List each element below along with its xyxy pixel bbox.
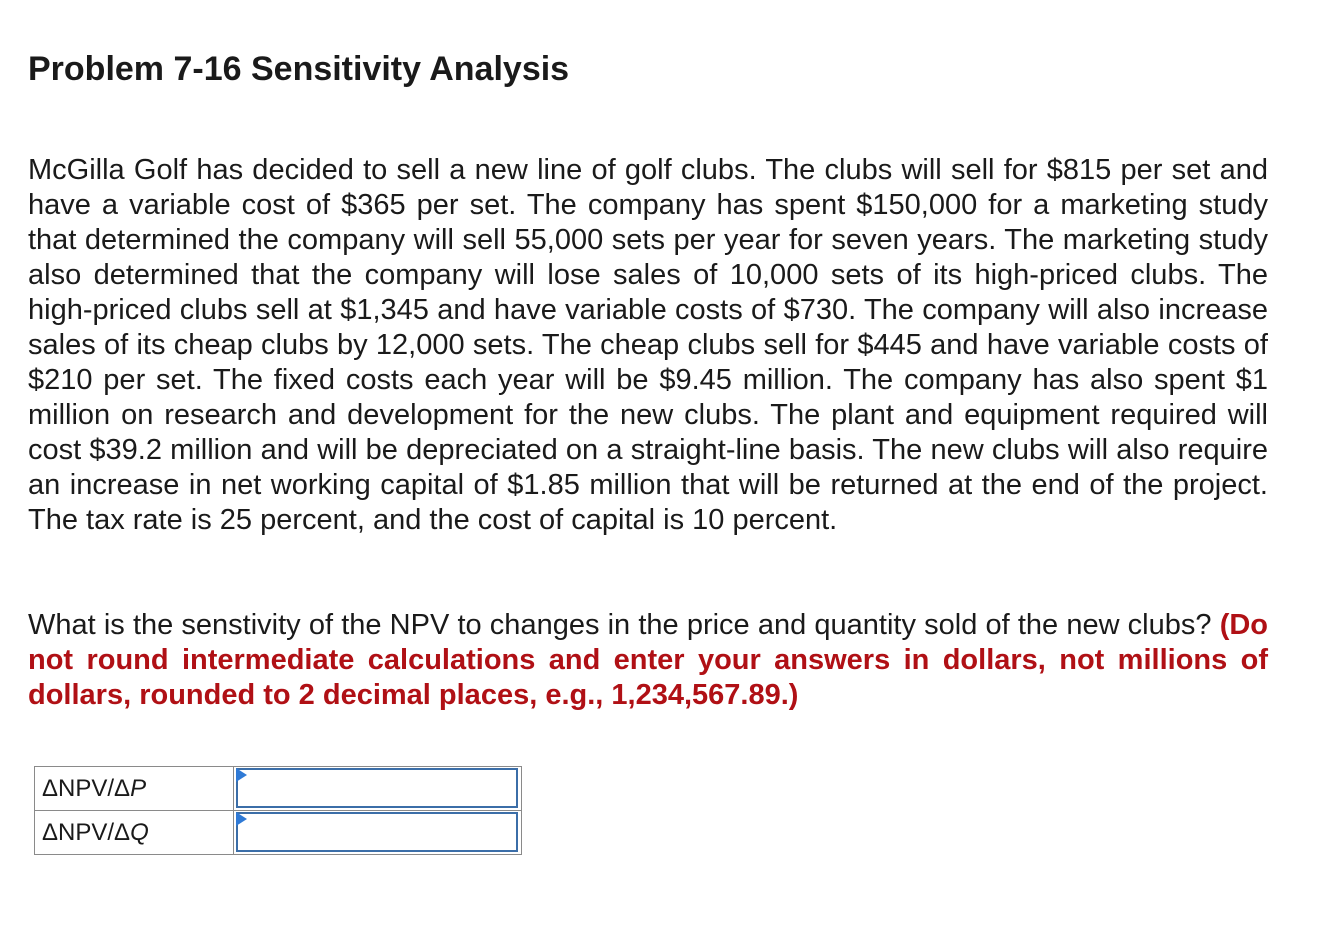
label-variable: Q [130,818,149,846]
label-prefix: ΔNPV/Δ [42,818,131,846]
answer-label-price [35,767,234,811]
answer-table [34,766,522,855]
question-block [28,608,1268,713]
npv-quantity-sensitivity-input[interactable] [236,812,518,852]
answer-cell-quantity [234,811,522,855]
answer-row-price [35,767,522,811]
answer-label-quantity [35,811,234,855]
problem-statement: McGilla Golf has decided to sell a new line of golf clubs. The clubs will sell for $815 per set and have a variable cost of $365 per set. The company has spent $150,000 for a marketing study that determined the company will sell 55,000 sets per year for seven years. The marketing study also determined that the company will lose sales of 10,000 sets of its high-priced clubs. The high-priced clubs sell at $1,345 and have variable costs of $730. The company will also increase sales of its cheap clubs by 12,000 sets. The cheap clubs sell for $445 and have variable costs of $210 per set. The fixed costs each year will be $9.45 million. The company has also spent $1 million on research and development for the new clubs. The plant and equipment required will cost $39.2 million and will be depreciated on a straight-line basis. The new clubs will also require an increase in net working capital of $1.85 million that will be returned at the end of the project. The tax rate is 25 percent, and the cost of capital is 10 percent. [28,154,1268,536]
answer-row-quantity [35,811,522,855]
answer-instruction: (Do not round intermediate calculations and enter your answers in dollars, not millions of dollars, rounded to 2 decimal places, e.g., 1,234,567.89.) [28,609,1269,711]
page-title: Problem 7-16 Sensitivity Analysis [28,50,570,88]
answer-cell-price [234,767,522,811]
question-text: What is the senstivity of the NPV to changes in the price and quantity sold of the new clubs? [28,609,1212,641]
label-prefix: ΔNPV/Δ [42,774,131,802]
npv-price-sensitivity-input[interactable] [236,768,518,808]
label-variable: P [130,774,147,802]
